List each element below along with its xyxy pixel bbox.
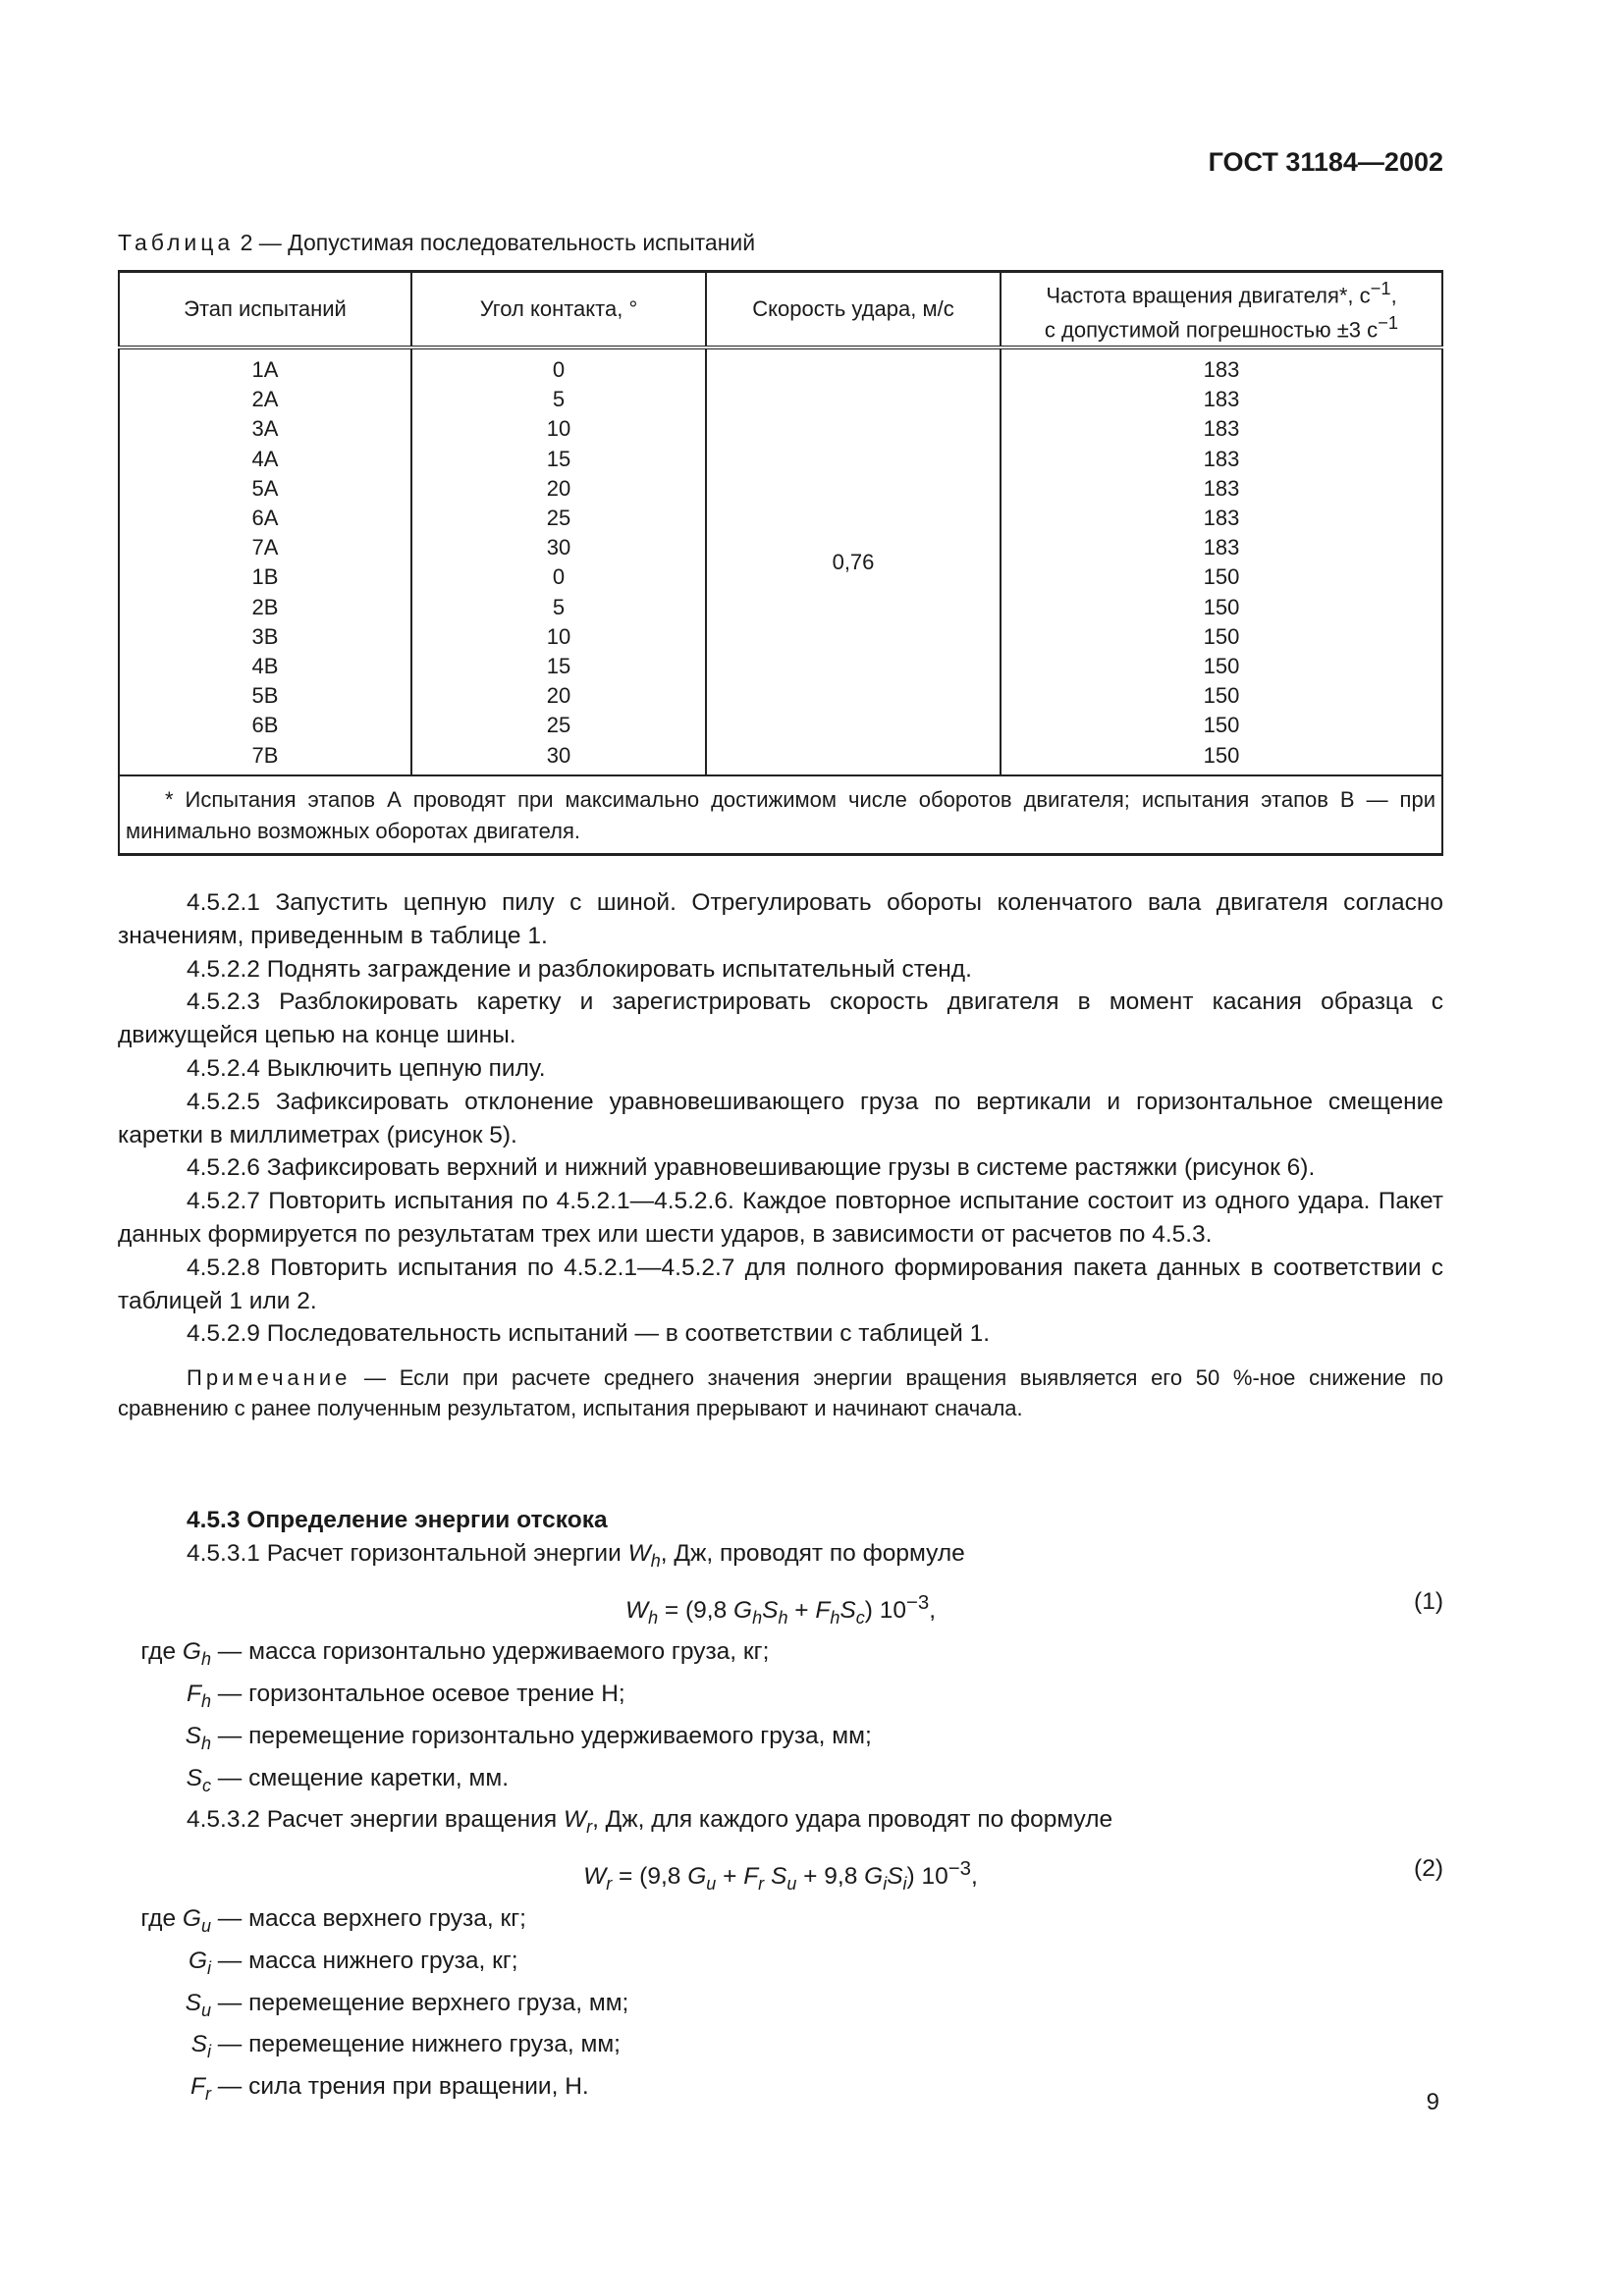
page-number: 9 xyxy=(1426,2089,1439,2115)
table-cell: 7B xyxy=(251,742,279,768)
table-footnote: * Испытания этапов А проводят при максимально достижимом числе оборотов двигателя; испытания этапов В — при минимально возможных оборотах двигателя. xyxy=(119,775,1442,855)
table-cell: 5 xyxy=(552,594,566,619)
paragraph-4-5-3-1: 4.5.3.1 Расчет горизонтальной энергии $W_h$, Дж, проводят по формуле xyxy=(187,1539,965,1571)
table-cell: 30 xyxy=(546,535,571,561)
document-code: ГОСТ 31184—2002 xyxy=(1208,147,1443,177)
symbol-definition: $F_r$ — сила трения при вращении, Н. xyxy=(190,2073,589,2105)
table-cell: 183 xyxy=(1203,387,1240,412)
table-cell: 30 xyxy=(546,742,571,768)
paragraph: 4.5.2.9 Последовательность испытаний — в соответствии с таблицей 1. xyxy=(187,1320,991,1348)
table-cell: 20 xyxy=(546,475,571,501)
table-cell: 150 xyxy=(1203,683,1240,709)
paragraph: 4.5.2.1 Запустить цепную пилу с шиной. Отрегулировать обороты коленчатого вала двигателя согласно значениям, приведенным в таблице 1. xyxy=(118,889,1443,949)
symbol-definition: $S_i$ — перемещение нижнего груза, мм; xyxy=(190,2031,621,2062)
paragraph: 4.5.2.5 Зафиксировать отклонение уравновешивающего груза по вертикали и горизонтальное смещение каретки в миллиметрах (рисунок 5). xyxy=(118,1088,1443,1148)
table-cell: 2A xyxy=(251,387,279,412)
table-cell: 2B xyxy=(251,594,279,619)
table-cell: 183 xyxy=(1203,475,1240,501)
stage-column xyxy=(119,347,411,775)
table-cell: 0 xyxy=(552,357,566,382)
table-cell: 183 xyxy=(1203,535,1240,561)
table-cell: 150 xyxy=(1203,713,1240,738)
paragraph: 4.5.2.2 Поднять заграждение и разблокировать испытательный стенд. xyxy=(187,955,972,983)
angle-column xyxy=(411,347,706,775)
table-cell: 150 xyxy=(1203,623,1240,649)
table-cell: 6A xyxy=(251,506,279,531)
table-cell: 183 xyxy=(1203,416,1240,442)
paragraph: 4.5.2.6 Зафиксировать верхний и нижний уравновешивающие грузы в системе растяжки (рисунок 6). xyxy=(187,1154,1316,1182)
rpm-column xyxy=(1001,347,1442,775)
symbol-definition: где $G_h$ — масса горизонтально удерживаемого груза, кг; xyxy=(140,1638,770,1670)
test-sequence-table xyxy=(118,270,1443,856)
header-angle: Угол контакта, ° xyxy=(411,272,706,348)
table-cell: 150 xyxy=(1203,564,1240,590)
table-cell: 3B xyxy=(251,623,279,649)
table-cell: 5A xyxy=(251,475,279,501)
table-cell: 150 xyxy=(1203,742,1240,768)
paragraph: 4.5.2.3 Разблокировать каретку и зарегистрировать скорость двигателя в момент касания образца с движущейся цепью на конце шины. xyxy=(118,988,1443,1049)
symbol-definition: $S_u$ — перемещение верхнего груза, мм; xyxy=(185,1989,629,2020)
table-cell: 10 xyxy=(546,623,571,649)
table-cell: 183 xyxy=(1203,357,1240,382)
procedure-steps xyxy=(118,886,1443,1423)
table-cell: 15 xyxy=(546,654,571,679)
table-cell: 6B xyxy=(251,713,279,738)
paragraph: 4.5.2.7 Повторить испытания по 4.5.2.1—4.5.2.6. Каждое повторное испытание состоит из одного удара. Пакет данных формируется по результатам трех или шести ударов, в зависимости от расчетов по 4.5.3. xyxy=(118,1188,1443,1248)
formula-1: $W_h = (9,8$ $G_hS_h + F_hS_c$) $10^{-3}$, (1) xyxy=(624,1588,1443,1628)
section-4-5-3 xyxy=(118,1504,1443,2111)
symbol-definition: $F_h$ — горизонтальное осевое трение Н; xyxy=(187,1681,625,1712)
table-cell: 183 xyxy=(1203,446,1240,471)
caption-title: 2 — Допустимая последовательность испытаний xyxy=(234,230,756,255)
table-cell: 20 xyxy=(546,683,571,709)
table-cell: 150 xyxy=(1203,594,1240,619)
table-cell: 7A xyxy=(251,535,279,561)
note: Примечание — Если при расчете среднего значения энергии вращения выявляется его 50 %-ное снижение по сравнению с ранее полученным результатом, испытания прерывают и начинают сначала. xyxy=(118,1365,1443,1421)
formula-2: $W_r = (9,8$ $G_u + F_r$ $S_u + 9,8$ $G_iS_i$) $10^{-3}$, (2) xyxy=(583,1854,1443,1894)
header-stage: Этап испытаний xyxy=(119,272,411,348)
table-cell: 3A xyxy=(251,416,279,442)
table-cell: 25 xyxy=(546,506,571,531)
table-cell: 15 xyxy=(546,446,571,471)
caption-word: Таблица xyxy=(118,230,235,255)
paragraph: 4.5.2.8 Повторить испытания по 4.5.2.1—4.5.2.7 для полного формирования пакета данных в соответствии с таблицей 1 или 2. xyxy=(118,1254,1443,1314)
table-cell: 5B xyxy=(251,683,279,709)
table-cell: 150 xyxy=(1203,654,1240,679)
table-cell: 1A xyxy=(251,357,279,382)
table-cell: 4B xyxy=(251,654,279,679)
table-cell: 1B xyxy=(251,564,279,590)
table-cell: 4A xyxy=(251,446,279,471)
symbol-definition: $S_c$ — смещение каретки, мм. xyxy=(186,1765,510,1796)
table-cell: 10 xyxy=(546,416,571,442)
symbol-definition: $G_i$ — масса нижнего груза, кг; xyxy=(188,1947,518,1978)
table-caption xyxy=(118,230,755,256)
table-cell: 25 xyxy=(546,713,571,738)
table-cell: 183 xyxy=(1203,506,1240,531)
header-rpm: Частота вращения двигателя*, $с^{-1}$, с допустимой погрешностью ±3 $с^{-1}$ xyxy=(1001,272,1442,348)
header-speed: Скорость удара, м/с xyxy=(706,272,1001,348)
speed-cell: 0,76 xyxy=(706,347,1001,775)
table-cell: 5 xyxy=(552,387,566,412)
paragraph-4-5-3-2: 4.5.3.2 Расчет энергии вращения $W_r$, Дж, для каждого удара проводят по формуле xyxy=(187,1806,1113,1837)
symbol-definition: $S_h$ — перемещение горизонтально удерживаемого груза, мм; xyxy=(185,1723,872,1754)
table-cell: 0 xyxy=(552,564,566,590)
paragraph: 4.5.2.4 Выключить цепную пилу. xyxy=(187,1054,546,1082)
section-heading: 4.5.3 Определение энергии отскока xyxy=(187,1507,608,1533)
symbol-definition: где $G_u$ — масса верхнего груза, кг; xyxy=(140,1904,526,1936)
